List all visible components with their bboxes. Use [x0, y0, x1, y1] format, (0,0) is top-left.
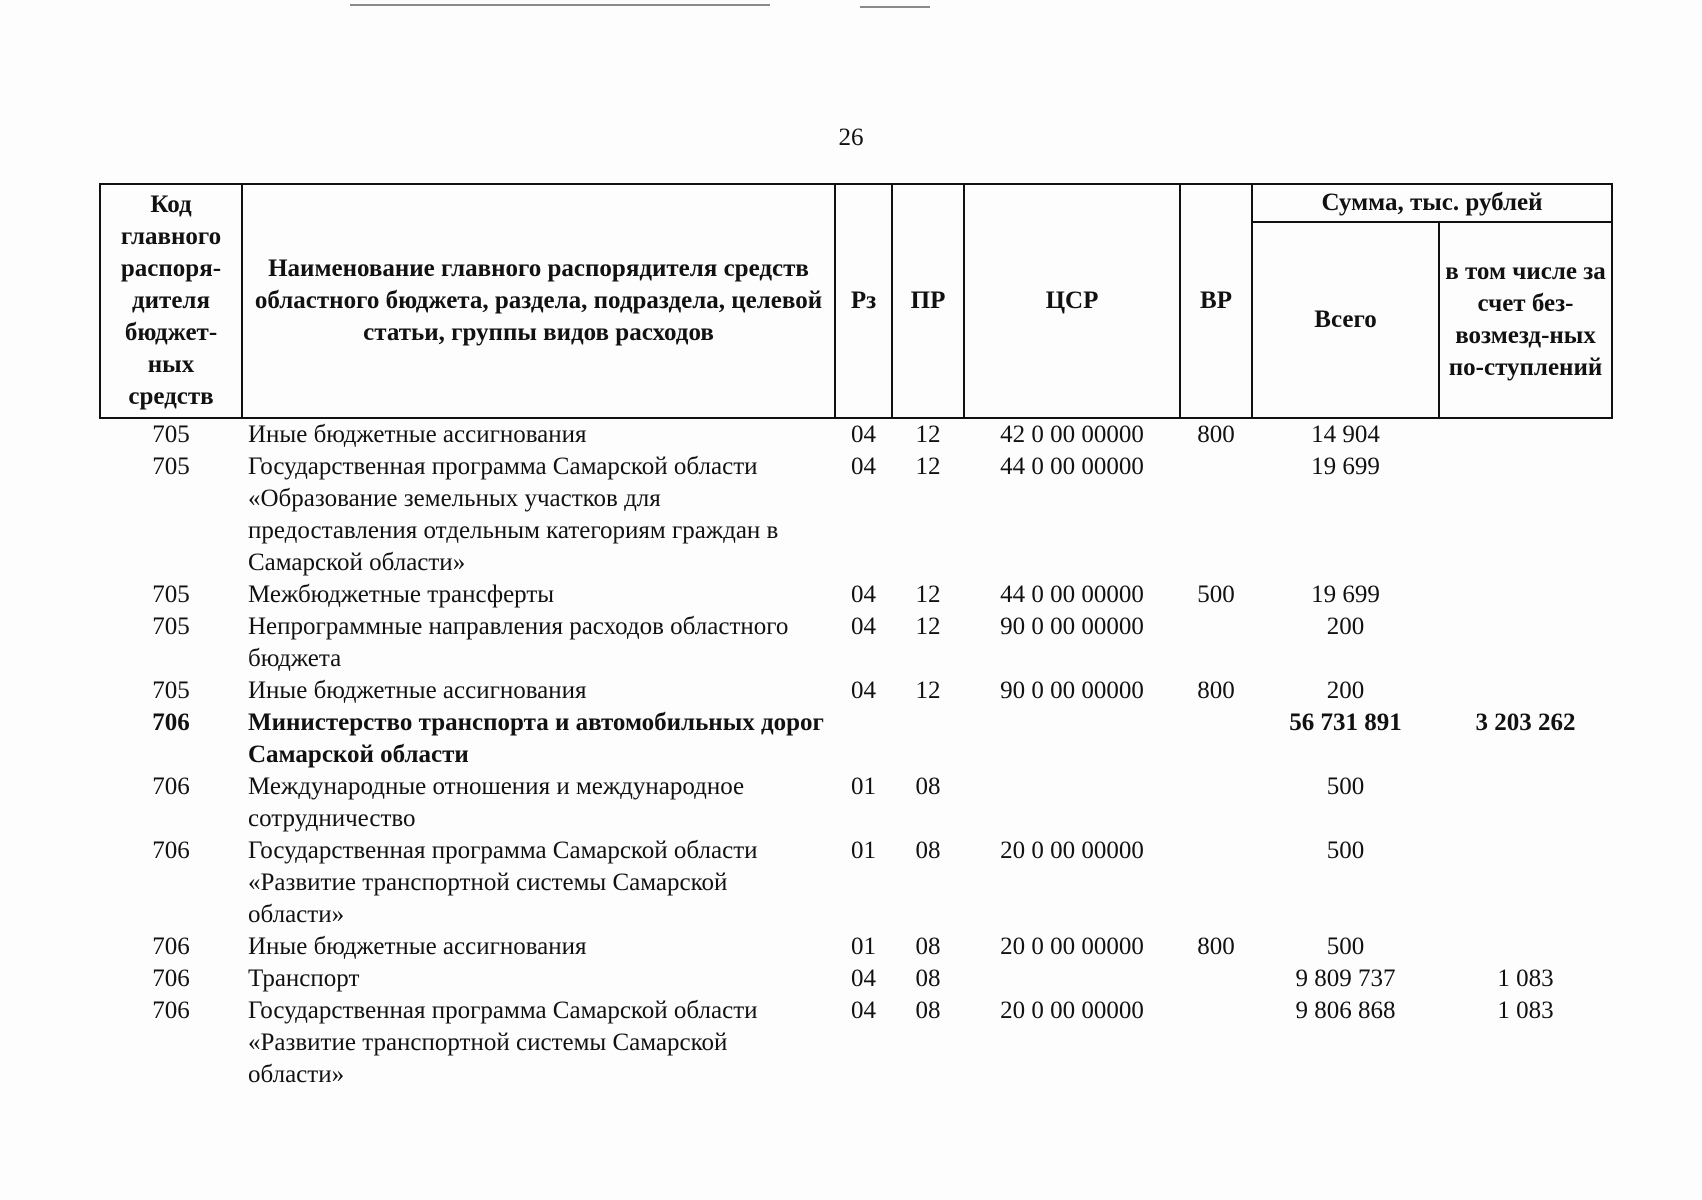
table-row [100, 963, 1612, 995]
cell-name: Министерство транспорта и автомобильных дорог Самарской области [248, 709, 824, 768]
cell-total: 19 699 [1311, 581, 1380, 608]
cell-name: Государственная программа Самарской области «Образование земельных участков для предоставления отдельным категориям граждан в Самарской области» [248, 453, 779, 576]
cell-rz: 04 [851, 453, 876, 480]
table-row [100, 771, 1612, 835]
cell-code: 705 [152, 421, 190, 448]
cell-name: Иные бюджетные ассигнования [248, 933, 587, 960]
cell-total: 9 809 737 [1295, 965, 1396, 992]
cell-total: 56 731 891 [1289, 709, 1402, 736]
cell-csr: 42 0 00 00000 [1000, 421, 1144, 448]
cell-pr: 12 [915, 613, 941, 640]
cell-name: Иные бюджетные ассигнования [248, 421, 587, 448]
cell-code: 706 [152, 773, 190, 800]
cell-code: 706 [152, 709, 190, 736]
cell-vr: 800 [1197, 677, 1235, 704]
cell-vr [1180, 611, 1252, 675]
header-free: в том числе за счет без-возмезд-ных по-ступлений [1439, 222, 1612, 418]
cell-pr: 08 [915, 997, 941, 1024]
cell-csr [964, 771, 1180, 835]
cell-vr [1180, 963, 1252, 995]
cell-free [1439, 451, 1612, 579]
budget-table [99, 183, 1613, 1091]
cell-name: Иные бюджетные ассигнования [248, 677, 587, 704]
table-row [100, 611, 1612, 675]
cell-csr: 90 0 00 00000 [1000, 677, 1144, 704]
table-row [100, 707, 1612, 771]
cell-free [1439, 675, 1612, 707]
table-body [100, 418, 1612, 1091]
cell-csr: 20 0 00 00000 [1000, 933, 1144, 960]
cell-rz: 04 [851, 581, 876, 608]
cell-csr [964, 963, 1180, 995]
header-vr: ВР [1180, 184, 1252, 418]
cell-pr: 12 [915, 677, 941, 704]
cell-name: Международные отношения и международное сотрудничество [248, 773, 745, 832]
cell-pr: 08 [915, 773, 941, 800]
cell-csr: 20 0 00 00000 [1000, 997, 1144, 1024]
cell-rz: 04 [851, 613, 876, 640]
page-number: 26 [838, 124, 864, 151]
cell-pr [892, 707, 964, 771]
cell-code: 705 [152, 453, 190, 480]
cell-rz: 01 [851, 773, 876, 800]
table-row [100, 835, 1612, 931]
cell-vr: 500 [1197, 581, 1235, 608]
cell-code: 706 [152, 933, 190, 960]
cell-total: 200 [1326, 613, 1365, 640]
cell-code: 706 [152, 997, 190, 1024]
cell-rz [835, 707, 892, 771]
header-code: Код главного распоря-дителя бюджет-ных средств [100, 184, 242, 418]
cell-total: 200 [1326, 677, 1365, 704]
cell-free: 1 083 [1497, 965, 1554, 992]
cell-free [1439, 611, 1612, 675]
cell-code: 705 [152, 581, 190, 608]
cell-rz: 01 [851, 933, 876, 960]
cell-name: Межбюджетные трансферты [248, 581, 555, 608]
cell-free [1439, 931, 1612, 963]
cell-vr: 800 [1197, 421, 1235, 448]
header-name: Наименование главного распорядителя средств областного бюджета, раздела, подраздела, целевой статьи, группы видов расходов [242, 184, 835, 418]
cell-free: 3 203 262 [1475, 709, 1576, 736]
cell-total: 500 [1326, 933, 1365, 960]
header-pr: ПР [892, 184, 964, 418]
cell-total: 14 904 [1311, 421, 1380, 448]
cell-free [1439, 418, 1612, 451]
cell-csr: 44 0 00 00000 [1000, 453, 1144, 480]
table-row [100, 579, 1612, 611]
header-rz: Рз [835, 184, 892, 418]
cell-free [1439, 835, 1612, 931]
cell-vr [1180, 995, 1252, 1091]
cell-vr [1180, 451, 1252, 579]
cell-total: 500 [1326, 837, 1365, 864]
scan-artifact [860, 6, 930, 8]
cell-vr: 800 [1197, 933, 1235, 960]
cell-csr: 90 0 00 00000 [1000, 613, 1144, 640]
cell-free: 1 083 [1497, 997, 1554, 1024]
cell-free [1439, 771, 1612, 835]
cell-code: 706 [152, 965, 190, 992]
cell-free [1439, 579, 1612, 611]
table-row [100, 995, 1612, 1091]
cell-csr: 44 0 00 00000 [1000, 581, 1144, 608]
cell-pr: 12 [915, 453, 941, 480]
cell-name: Непрограммные направления расходов областного бюджета [248, 613, 789, 672]
cell-csr: 20 0 00 00000 [1000, 837, 1144, 864]
cell-vr [1180, 835, 1252, 931]
cell-vr [1180, 707, 1252, 771]
cell-total: 19 699 [1311, 453, 1380, 480]
cell-rz: 01 [851, 837, 876, 864]
cell-pr: 12 [915, 421, 941, 448]
cell-vr [1180, 771, 1252, 835]
cell-total: 9 806 868 [1295, 997, 1396, 1024]
table-row [100, 931, 1612, 963]
header-sum-group: Сумма, тыс. рублей [1252, 184, 1612, 222]
table-row [100, 451, 1612, 579]
cell-name: Государственная программа Самарской области «Развитие транспортной системы Самарской области» [248, 997, 758, 1088]
table-row [100, 418, 1612, 451]
scan-artifact [350, 4, 770, 6]
cell-code: 705 [152, 613, 190, 640]
cell-total: 500 [1326, 773, 1365, 800]
cell-rz: 04 [851, 677, 876, 704]
cell-rz: 04 [851, 997, 876, 1024]
cell-pr: 08 [915, 933, 941, 960]
cell-pr: 08 [915, 965, 941, 992]
cell-rz: 04 [851, 421, 876, 448]
cell-code: 705 [152, 677, 190, 704]
cell-csr [964, 707, 1180, 771]
cell-name: Государственная программа Самарской области «Развитие транспортной системы Самарской области» [248, 837, 758, 928]
table-row [100, 675, 1612, 707]
cell-rz: 04 [851, 965, 876, 992]
cell-pr: 12 [915, 581, 941, 608]
cell-pr: 08 [915, 837, 941, 864]
header-total: Всего [1252, 222, 1439, 418]
cell-name: Транспорт [248, 965, 360, 992]
table-header [100, 184, 1612, 418]
cell-code: 706 [152, 837, 190, 864]
header-csr: ЦСР [964, 184, 1180, 418]
